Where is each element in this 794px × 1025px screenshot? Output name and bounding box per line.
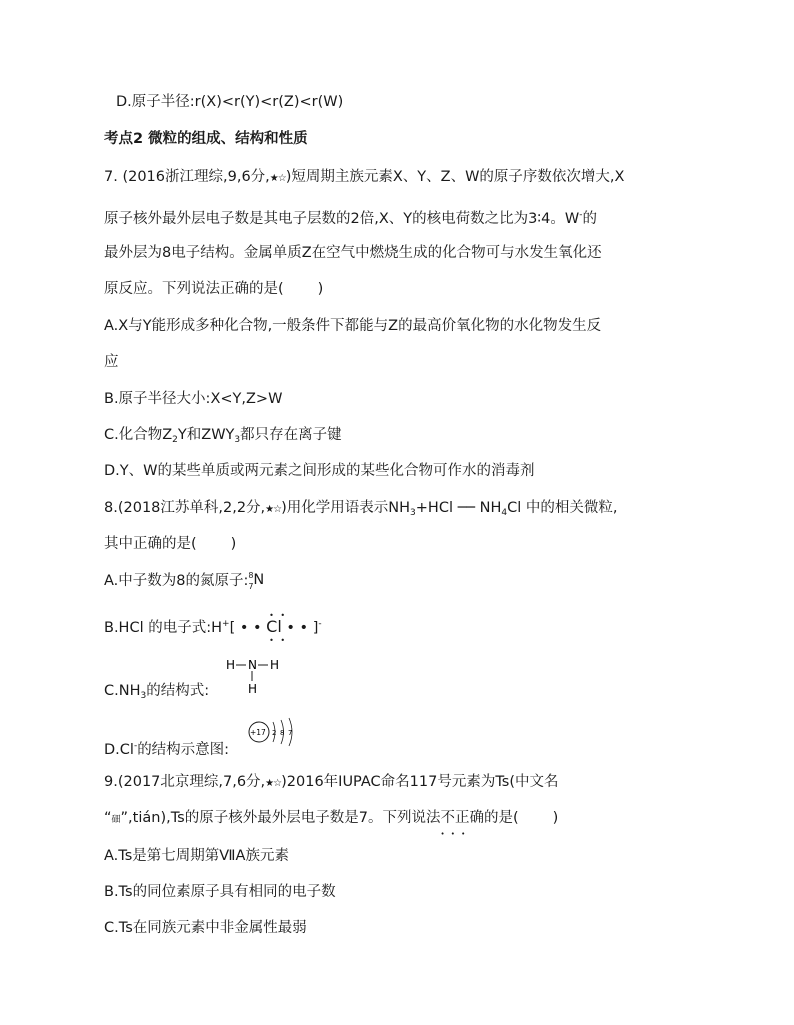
atom-h-right: H <box>270 658 280 672</box>
option-d-radius: D.原子半径:r(X)<r(Y)<r(Z)<r(W) <box>116 94 344 110</box>
emphasis-not-correct: 不正确 • • • <box>440 810 484 826</box>
q7-option-a: A.X与Y能形成多种化合物,一般条件下都能与Z的最高价氧化物的水化物发生反 <box>104 318 602 334</box>
q8-option-b: B.HCl 的电子式:H+[ • • • • Cl • • • • ]- <box>104 611 322 645</box>
q8-line2: 其中正确的是( ) <box>104 536 237 552</box>
q9-option-c: C.Ts在同族元素中非金属性最弱 <box>104 920 307 936</box>
q8-option-d: D.Cl-的结构示意图: <box>104 741 230 758</box>
q9-line1: 9.(2017北京理综,7,6分,★☆)2016年IUPAC命名117号元素为Ts(中文名 <box>104 774 559 790</box>
q7-option-d: D.Y、W的某些单质或两元素之间形成的某些化合物可作水的消毒剂 <box>104 463 535 479</box>
shell-1-count: 2 <box>272 729 277 737</box>
q7-line1: 7. (2016浙江理综,9,6分,★☆)短周期主族元素X、Y、Z、W的原子序数依次增大,X <box>104 169 625 185</box>
q7-option-c: C.化合物$Z_2Y$和$ZWY_3$都只存在离子键 <box>104 427 342 445</box>
q9-option-a: A.Ts是第七周期第ⅦA族元素 <box>104 848 289 864</box>
atom-h-bottom: H <box>248 682 258 696</box>
q9-line2: “鿬”,tián),Ts的原子核外最外层电子数是7。下列说法不正确 • • •的是( ) <box>104 808 558 830</box>
nh3-structural-formula <box>224 656 284 698</box>
difficulty-star-icon: ★☆ <box>269 173 286 184</box>
q9-option-b: B.Ts的同位素原子具有相同的电子数 <box>104 884 336 900</box>
q7-line3: 最外层为8电子结构。金属单质Z在空气中燃烧生成的化合物可与水发生氧化还 <box>104 245 602 261</box>
q7-option-b: B.原子半径大小:X<Y,Z>W <box>104 391 283 407</box>
cl-ion-structure-diagram <box>247 717 303 749</box>
q8-line1: 8.(2018江苏单科,2,2分,★☆)用化学用语表示$NH_3+HCl$ ── $NH_4Cl$ 中的相关微粒, <box>104 500 618 518</box>
q8-option-c: $C.NH_3$的结构式: <box>104 683 210 701</box>
q8-option-a: A.中子数为8的氮原子: 8 7 N <box>104 571 265 591</box>
difficulty-star-icon: ★☆ <box>265 504 282 515</box>
section-heading: 考点2 微粒的组成、结构和性质 <box>104 131 308 147</box>
q7-line4: 原反应。下列说法正确的是( ) <box>104 281 324 297</box>
shell-2-count: 8 <box>280 729 285 737</box>
atom-h-left: H <box>226 658 236 672</box>
shell-3-count: 7 <box>288 729 293 737</box>
nucleus-charge: +17 <box>250 728 266 737</box>
q7-line2: 原子核外最外层电子数是其电子层数的2倍,X、Y的核电荷数之比为3∶4。W-的 <box>104 210 597 227</box>
difficulty-star-icon: ★☆ <box>265 778 282 789</box>
q7-option-a-cont: 应 <box>104 354 119 370</box>
atom-n: N <box>248 658 257 672</box>
